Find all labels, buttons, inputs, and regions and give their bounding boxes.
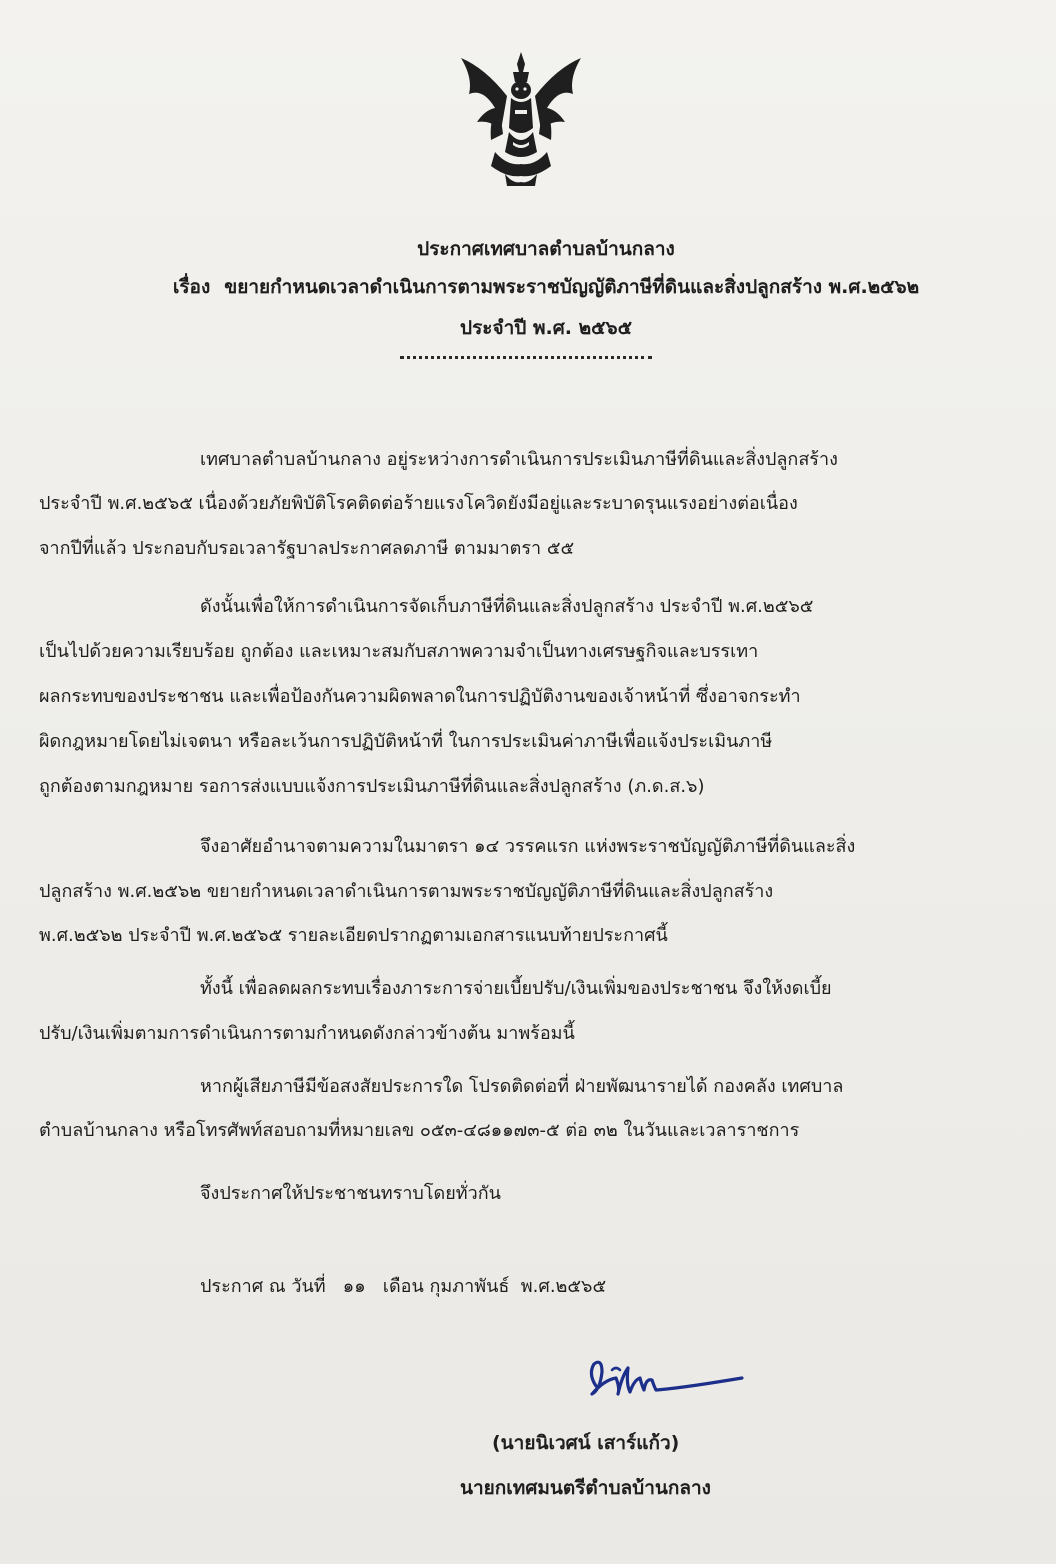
body-line: ดังนั้นเพื่อให้การดำเนินการจัดเก็บภาษีที่ดินและสิ่งปลูกสร้าง ประจำปี พ.ศ.๒๕๖๕ <box>200 596 814 617</box>
body-line: จึงอาศัยอำนาจตามความในมาตรา ๑๔ วรรคแรก แห่งพระราชบัญญัติภาษีที่ดินและสิ่ง <box>200 836 856 857</box>
body-line: ผิดกฎหมายโดยไม่เจตนา หรือละเว้นการปฏิบัติหน้าที่ ในการประเมินค่าภาษีเพื่อแจ้งประเมินภาษี <box>39 731 773 752</box>
garuda-emblem-icon <box>455 48 587 188</box>
signatory-title: นายกเทศมนตรีตำบลบ้านกลาง <box>460 1477 711 1499</box>
subject-text: ขยายกำหนดเวลาดำเนินการตามพระราชบัญญัติภาษีที่ดินและสิ่งปลูกสร้าง พ.ศ.๒๕๖๒ <box>224 276 920 298</box>
body-line: ประจำปี พ.ศ.๒๕๖๕ เนื่องด้วยภัยพิบัติโรคติดต่อร้ายแรงโควิดยังมีอยู่และระบาดรุนแรงอย่างต่อเนื่อง <box>39 493 798 514</box>
body-line: พ.ศ.๒๕๖๒ ประจำปี พ.ศ.๒๕๖๕ รายละเอียดปรากฏตามเอกสารแนบท้ายประกาศนี้ <box>39 925 668 946</box>
signature-icon <box>582 1350 747 1408</box>
body-line: หากผู้เสียภาษีมีข้อสงสัยประการใด โปรดติดต่อที่ ฝ่ายพัฒนารายได้ กองคลัง เทศบาล <box>200 1076 844 1097</box>
dotted-divider <box>400 356 652 359</box>
body-line: ปรับ/เงินเพิ่มตามการดำเนินการตามกำหนดดังกล่าวข้างต้น มาพร้อมนี้ <box>39 1023 575 1044</box>
body-line: เทศบาลตำบลบ้านกลาง อยู่ระหว่างการดำเนินการประเมินภาษีที่ดินและสิ่งปลูกสร้าง <box>200 449 838 470</box>
document-subject <box>18 272 1056 302</box>
signatory-name: (นายนิเวศน์ เสาร์แก้ว) <box>492 1432 680 1454</box>
body-line: ทั้งนี้ เพื่อลดผลกระทบเรื่องภาระการจ่ายเบี้ยปรับ/เงินเพิ่มของประชาชน จึงให้งดเบี้ย <box>200 978 832 999</box>
announcement-date: ประกาศ ณ วันที่ ๑๑ เดือน กุมภาพันธ์ พ.ศ.๒๕๖๕ <box>200 1276 607 1297</box>
document-year: ประจำปี พ.ศ. ๒๕๖๕ <box>460 317 632 339</box>
body-line: จากปีที่แล้ว ประกอบกับรอเวลารัฐบาลประกาศลดภาษี ตามมาตรา ๕๕ <box>39 538 575 559</box>
body-line: ถูกต้องตามกฎหมาย รอการส่งแบบแจ้งการประเมินภาษีที่ดินและสิ่งปลูกสร้าง (ภ.ด.ส.๖) <box>39 776 705 797</box>
body-line: ปลูกสร้าง พ.ศ.๒๕๖๒ ขยายกำหนดเวลาดำเนินการตามพระราชบัญญัติภาษีที่ดินและสิ่งปลูกสร้าง <box>39 881 774 902</box>
subject-label: เรื่อง <box>172 276 211 298</box>
closing-line: จึงประกาศให้ประชาชนทราบโดยทั่วกัน <box>200 1183 501 1204</box>
body-line: ผลกระทบของประชาชน และเพื่อป้องกันความผิดพลาดในการปฏิบัติงานของเจ้าหน้าที่ ซึ่งอาจกระทำ <box>39 686 801 707</box>
document-title: ประกาศเทศบาลตำบลบ้านกลาง <box>417 238 675 260</box>
body-line: เป็นไปด้วยความเรียบร้อย ถูกต้อง และเหมาะสมกับสภาพความจำเป็นทางเศรษฐกิจและบรรเทา <box>39 641 759 662</box>
body-line: ตำบลบ้านกลาง หรือโทรศัพท์สอบถามที่หมายเลข ๐๕๓-๔๘๑๑๗๓-๕ ต่อ ๓๒ ในวันและเวลาราชการ <box>39 1120 800 1141</box>
